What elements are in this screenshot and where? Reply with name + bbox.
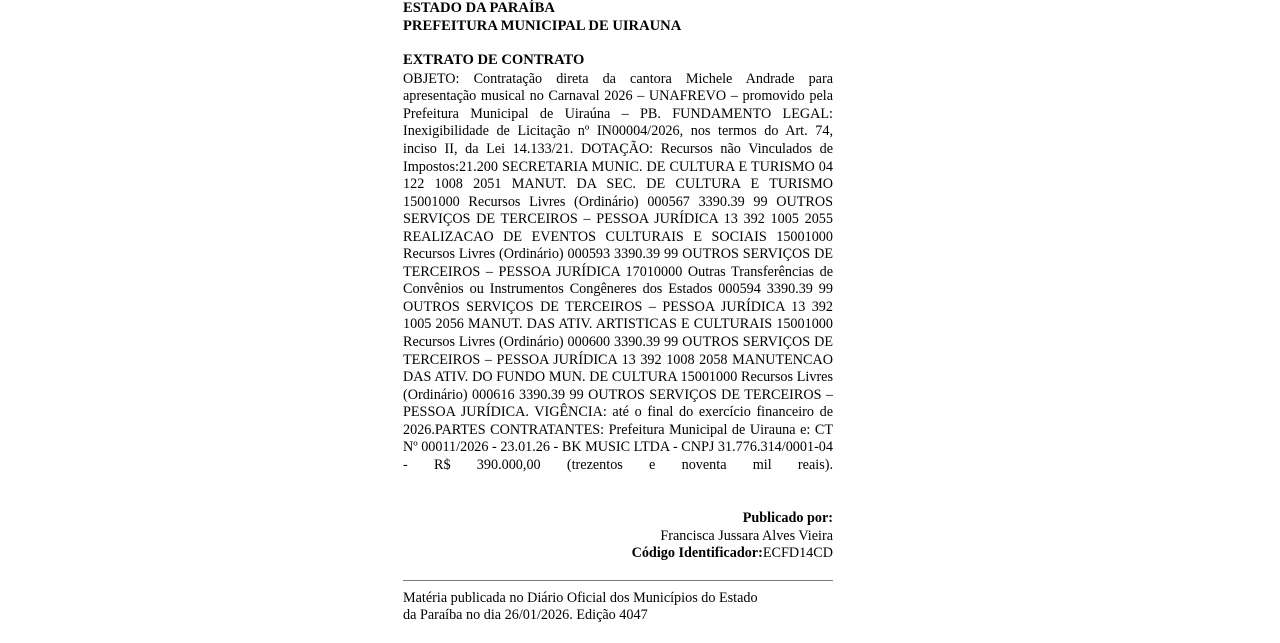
footer-note xyxy=(403,590,833,625)
footer-line-1: Matéria publicada no Diário Oficial dos Municípios do Estado xyxy=(403,589,758,606)
masthead xyxy=(403,0,833,35)
masthead-spacer xyxy=(403,35,833,52)
masthead-state-line: ESTADO DA PARAÍBA xyxy=(403,0,555,16)
identifier-line xyxy=(403,545,833,563)
masthead-city-line: PREFEITURA MUNICIPAL DE UIRAUNA xyxy=(403,17,682,34)
signature-block xyxy=(403,510,833,563)
footer-divider xyxy=(403,580,833,581)
footer-line-2: da Paraíba no dia 26/01/2026. Edição 4047 xyxy=(403,607,648,624)
published-by-label: Publicado por: xyxy=(742,509,833,526)
section-title: EXTRATO DE CONTRATO xyxy=(403,52,585,69)
identifier-label: Código Identificador: xyxy=(631,545,763,562)
contract-body-text: OBJETO: Contratação direta da cantora Michele Andrade para apresentação musical no Carnaval 2026 – UNAFREVO – promovido pela Prefeitura Municipal de Uiraúna – PB. FUNDAMENTO LEGAL: Inexigibilidade de Licitação nº IN00004/2026, nos termos do Art. 74, inciso II, da Lei 14.133/21. DOTAÇÃO: Recursos não Vinculados de Impostos:21.200 SECRETARIA MUNIC. DE CULTURA E TURISMO 04 122 1008 2051 MANUT. DA SEC. DE CULTURA E TURISMO 15001000 Recursos Livres (Ordinário) 000567 3390.39 99 OUTROS SERVIÇOS DE TERCEIROS – PESSOA JURÍDICA 13 392 1005 2055 REALIZACAO DE EVENTOS CULTURAIS E SOCIAIS 15001000 Recursos Livres (Ordinário) 000593 3390.39 99 OUTROS SERVIÇOS DE TERCEIROS – PESSOA JURÍDICA 17010000 Outras Transferências de Convênios ou Instrumentos Congêneres dos Estados 000594 3390.39 99 OUTROS SERVIÇOS DE TERCEIROS – PESSOA JURÍDICA 13 392 1005 2056 MANUT. DAS ATIV. ARTISTICAS E CULTURAIS 15001000 Recursos Livres (Ordinário) 000600 3390.39 99 OUTROS SERVIÇOS DE TERCEIROS – PESSOA JURÍDICA 13 392 1008 2058 MANUTENCAO DAS ATIV. DO FUNDO MUN. DE CULTURA 15001000 Recursos Livres (Ordinário) 000616 3390.39 99 OUTROS SERVIÇOS DE TERCEIROS – PESSOA JURÍDICA. VIGÊNCIA: até o final do exercício financeiro de 2026.PARTES CONTRATANTES: Prefeitura Municipal de Uirauna e: CT Nº 00011/2026 - 23.01.26 - BK MUSIC LTDA - CNPJ 31.776.314/0001-04 - R$ 390.000,00 (trezentos e noventa mil reais). xyxy=(403,70,833,473)
text-column xyxy=(403,0,833,625)
publisher-name: Francisca Jussara Alves Vieira xyxy=(660,527,833,544)
identifier-code: ECFD14CD xyxy=(762,545,833,562)
